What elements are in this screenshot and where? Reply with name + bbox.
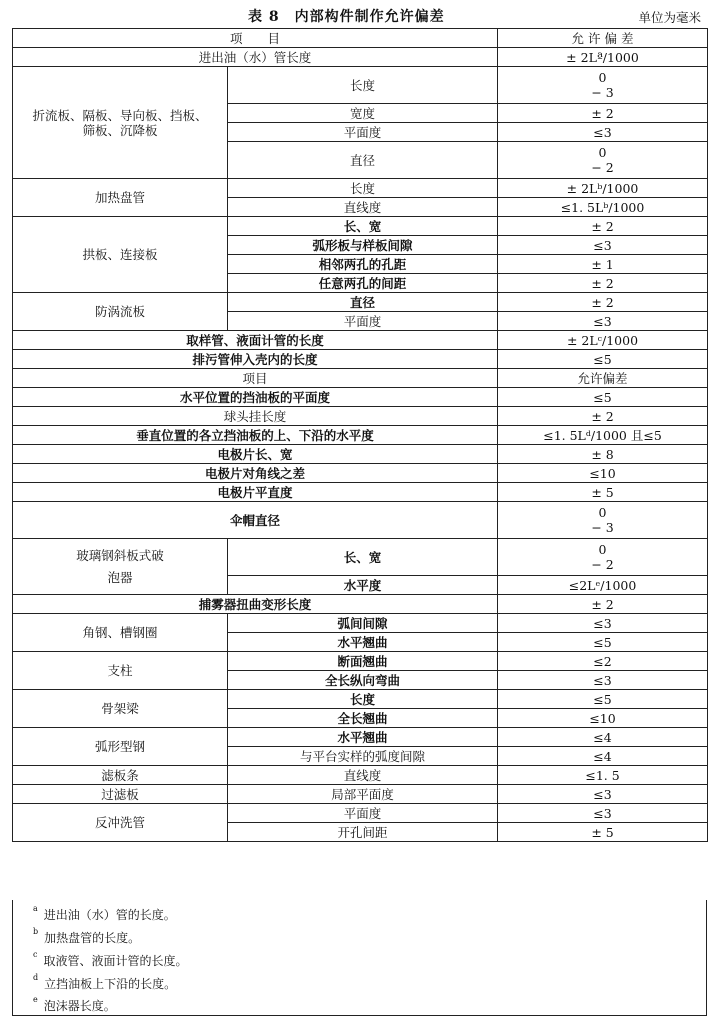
sub-item-cell: 直线度 bbox=[228, 766, 498, 785]
table-row bbox=[13, 67, 708, 104]
sub-item-cell: 水平翘曲 bbox=[228, 633, 498, 652]
item-cell: 球头挂长度 bbox=[13, 407, 498, 426]
sub-item-cell: 全长翘曲 bbox=[228, 709, 498, 728]
tolerance-cell: ≤3 bbox=[498, 804, 708, 823]
sub-item-cell: 长度 bbox=[228, 67, 498, 104]
sub-item-cell: 长度 bbox=[228, 690, 498, 709]
tolerance-cell bbox=[498, 67, 708, 104]
item-cell: 进出油（水）管长度 bbox=[13, 48, 498, 67]
tolerance-cell: ± 1 bbox=[498, 255, 708, 274]
table-row bbox=[13, 293, 708, 312]
tolerance-cell bbox=[498, 539, 708, 576]
footnote-mark: d bbox=[33, 973, 39, 982]
tolerance-cell: ≤4 bbox=[498, 747, 708, 766]
tolerance-cell: ± 2Lᵇ/1000 bbox=[498, 179, 708, 198]
tolerance-cell: ≤2 bbox=[498, 652, 708, 671]
tolerance-cell: ± 2Lª/1000 bbox=[498, 48, 708, 67]
table-caption bbox=[0, 6, 715, 26]
sub-item-cell: 弧间间隙 bbox=[228, 614, 498, 633]
item-cell: 排污管伸入壳内的长度 bbox=[13, 350, 498, 369]
tolerance-cell: ± 5 bbox=[498, 823, 708, 842]
tolerance-upper: 0 bbox=[598, 145, 607, 160]
tolerance-upper: 0 bbox=[598, 542, 607, 557]
tolerance-cell: ± 5 bbox=[498, 483, 708, 502]
item-cell: 伞帽直径 bbox=[13, 502, 498, 539]
tolerance-cell: ≤2Lᵉ/1000 bbox=[498, 576, 708, 595]
group-cell: 骨架梁 bbox=[13, 690, 228, 728]
footnote bbox=[33, 975, 176, 992]
tolerance-cell: ≤1. 5Lᵇ/1000 bbox=[498, 198, 708, 217]
tolerance-table bbox=[12, 28, 708, 842]
tolerance-cell bbox=[498, 502, 708, 539]
tolerance-cell: ≤3 bbox=[498, 312, 708, 331]
sub-item-cell: 与平台实样的弧度间隙 bbox=[228, 747, 498, 766]
table-row bbox=[13, 464, 708, 483]
header-tolerance: 允 许 偏 差 bbox=[498, 29, 708, 48]
table-row bbox=[13, 483, 708, 502]
item-cell: 水平位置的挡油板的平面度 bbox=[13, 388, 498, 407]
table-row bbox=[13, 502, 708, 539]
footnote-mark: c bbox=[33, 950, 38, 959]
sub-item-cell: 平面度 bbox=[228, 804, 498, 823]
tolerance-cell: ≤5 bbox=[498, 350, 708, 369]
sub-item-cell: 宽度 bbox=[228, 104, 498, 123]
item-cell: 项目 bbox=[13, 369, 498, 388]
table-row bbox=[13, 350, 708, 369]
table-title: 表 8 内部构件制作允许偏差 bbox=[248, 9, 445, 25]
tolerance-cell: ≤3 bbox=[498, 785, 708, 804]
item-cell: 电极片平直度 bbox=[13, 483, 498, 502]
tolerance-cell bbox=[498, 142, 708, 179]
group-cell: 加热盘管 bbox=[13, 179, 228, 217]
tolerance-cell: ≤3 bbox=[498, 671, 708, 690]
tolerance-cell: ≤1. 5Lᵈ/1000 且≤5 bbox=[498, 426, 708, 445]
table-row bbox=[13, 407, 708, 426]
header-row bbox=[13, 29, 708, 48]
sub-item-cell: 任意两孔的间距 bbox=[228, 274, 498, 293]
tolerance-upper: 0 bbox=[598, 505, 607, 520]
sub-item-cell: 平面度 bbox=[228, 123, 498, 142]
sub-item-cell: 局部平面度 bbox=[228, 785, 498, 804]
group-cell: 玻璃钢斜板式破泡器 bbox=[13, 539, 228, 595]
footnote-mark: b bbox=[33, 927, 39, 936]
sub-item-cell: 水平翘曲 bbox=[228, 728, 498, 747]
table-row bbox=[13, 179, 708, 198]
tolerance-cell: ± 2 bbox=[498, 104, 708, 123]
table-row bbox=[13, 369, 708, 388]
footnote bbox=[33, 906, 176, 923]
tolerance-cell: ≤1. 5 bbox=[498, 766, 708, 785]
tolerance-cell: ± 2 bbox=[498, 274, 708, 293]
item-cell: 捕雾器扭曲变形长度 bbox=[13, 595, 498, 614]
header-item: 项 目 bbox=[13, 29, 498, 48]
sub-item-cell: 相邻两孔的孔距 bbox=[228, 255, 498, 274]
tolerance-cell: ≤10 bbox=[498, 464, 708, 483]
item-cell: 电极片长、宽 bbox=[13, 445, 498, 464]
tolerance-cell: ± 2 bbox=[498, 595, 708, 614]
footnote bbox=[33, 997, 116, 1014]
table-row bbox=[13, 614, 708, 633]
table-row bbox=[13, 804, 708, 823]
group-cell: 拱板、连接板 bbox=[13, 217, 228, 293]
tolerance-lower: − 3 bbox=[591, 520, 614, 535]
tolerance-cell: ± 8 bbox=[498, 445, 708, 464]
tolerance-cell: ≤3 bbox=[498, 123, 708, 142]
group-cell: 角钢、槽钢圈 bbox=[13, 614, 228, 652]
group-cell: 折流板、隔板、导向板、挡板、筛板、沉降板 bbox=[13, 67, 228, 179]
table-row bbox=[13, 445, 708, 464]
tolerance-cell: ≤5 bbox=[498, 388, 708, 407]
table-row bbox=[13, 766, 708, 785]
table-row bbox=[13, 539, 708, 576]
sub-item-cell: 长度 bbox=[228, 179, 498, 198]
item-cell: 电极片对角线之差 bbox=[13, 464, 498, 483]
tolerance-cell: ≤5 bbox=[498, 633, 708, 652]
footnote-mark: e bbox=[33, 995, 38, 1004]
sub-item-cell: 平面度 bbox=[228, 312, 498, 331]
tolerance-lower: − 3 bbox=[591, 85, 614, 100]
group-cell: 反冲洗管 bbox=[13, 804, 228, 842]
group-cell: 支柱 bbox=[13, 652, 228, 690]
table-row bbox=[13, 690, 708, 709]
group-cell: 过滤板 bbox=[13, 785, 228, 804]
tolerance-cell: ≤5 bbox=[498, 690, 708, 709]
tolerance-cell: ≤3 bbox=[498, 236, 708, 255]
sub-item-cell: 长、宽 bbox=[228, 539, 498, 576]
table-row bbox=[13, 595, 708, 614]
table-row bbox=[13, 217, 708, 236]
sub-item-cell: 弧形板与样板间隙 bbox=[228, 236, 498, 255]
footnote-text: 加热盘管的长度。 bbox=[44, 931, 141, 945]
tolerance-cell: ± 2Lᶜ/1000 bbox=[498, 331, 708, 350]
tolerance-cell: ≤3 bbox=[498, 614, 708, 633]
sub-item-cell: 直径 bbox=[228, 142, 498, 179]
sub-item-cell: 长、宽 bbox=[228, 217, 498, 236]
footnote bbox=[33, 929, 140, 946]
tolerance-upper: 0 bbox=[598, 70, 607, 85]
footnote-text: 泡沫器长度。 bbox=[43, 999, 116, 1013]
group-cell: 滤板条 bbox=[13, 766, 228, 785]
table-row bbox=[13, 785, 708, 804]
table-row bbox=[13, 426, 708, 445]
tolerance-cell: ± 2 bbox=[498, 293, 708, 312]
footnote-mark: a bbox=[33, 904, 38, 913]
tolerance-lower: − 2 bbox=[591, 557, 614, 572]
table-row bbox=[13, 652, 708, 671]
tolerance-cell: ≤4 bbox=[498, 728, 708, 747]
table-row bbox=[13, 728, 708, 747]
tolerance-cell: ± 2 bbox=[498, 217, 708, 236]
group-cell: 弧形型钢 bbox=[13, 728, 228, 766]
footnote-text: 取液管、液面计管的长度。 bbox=[43, 954, 188, 968]
sub-item-cell: 断面翘曲 bbox=[228, 652, 498, 671]
footnote-text: 立挡油板上下沿的长度。 bbox=[44, 977, 177, 991]
footnote bbox=[33, 952, 188, 969]
group-cell: 防涡流板 bbox=[13, 293, 228, 331]
tolerance-cell: 允许偏差 bbox=[498, 369, 708, 388]
unit-note: 单位为毫米 bbox=[638, 10, 701, 25]
table-row bbox=[13, 388, 708, 407]
table-row bbox=[13, 331, 708, 350]
sub-item-cell: 直线度 bbox=[228, 198, 498, 217]
item-cell: 垂直位置的各立挡油板的上、下沿的水平度 bbox=[13, 426, 498, 445]
footnote-text: 进出油（水）管的长度。 bbox=[43, 908, 176, 922]
sub-item-cell: 直径 bbox=[228, 293, 498, 312]
footnotes bbox=[12, 900, 707, 1016]
tolerance-cell: ≤10 bbox=[498, 709, 708, 728]
sub-item-cell: 全长纵向弯曲 bbox=[228, 671, 498, 690]
tolerance-cell: ± 2 bbox=[498, 407, 708, 426]
item-cell: 取样管、液面计管的长度 bbox=[13, 331, 498, 350]
sub-item-cell: 水平度 bbox=[228, 576, 498, 595]
table-row bbox=[13, 48, 708, 67]
tolerance-lower: − 2 bbox=[591, 160, 614, 175]
sub-item-cell: 开孔间距 bbox=[228, 823, 498, 842]
